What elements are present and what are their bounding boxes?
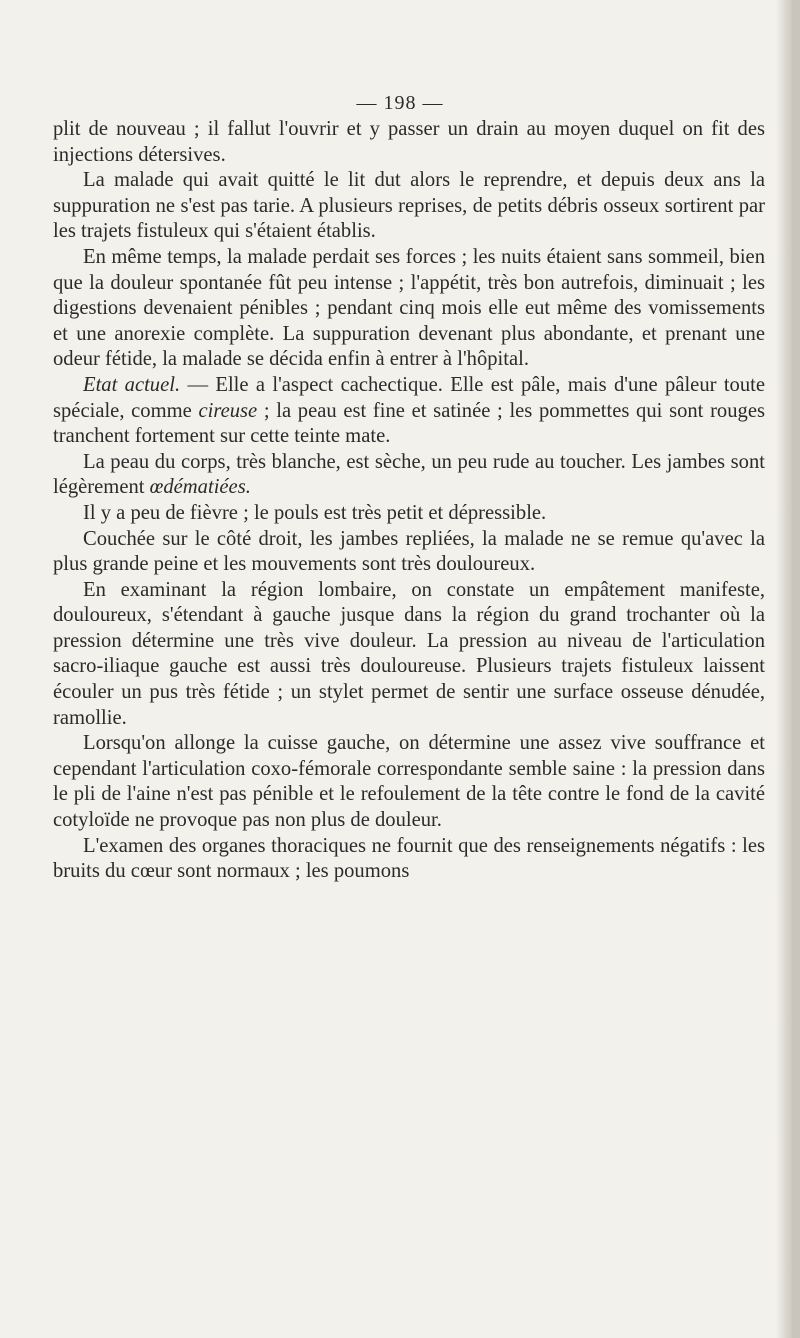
- paragraph-7: Couchée sur le côté droit, les jambes repliées, la malade ne se remue qu'avec la plus grande peine et les mouvements sont très douloureux.: [53, 527, 765, 576]
- page-binding-edge: [792, 0, 800, 1338]
- paragraph-3: En même temps, la malade perdait ses forces ; les nuits étaient sans sommeil, bien que la douleur spontanée fût peu intense ; l'appétit, très bon autrefois, diminuait ; les digestions devenaient pénibles ; pendant cinq mois elle eut même des vomissements et une anorexie complète. La suppuration devenant plus abondante, et prenant une odeur fétide, la malade se décida enfin à entrer à l'hôpital.: [53, 245, 765, 371]
- paragraph-etat-actuel: [53, 373, 765, 450]
- body-text: [53, 117, 765, 885]
- paragraph-6: Il y a peu de fièvre ; le pouls est très petit et dépressible.: [83, 501, 547, 524]
- paragraph-8: En examinant la région lombaire, on constate un empâtement manifeste, douloureux, s'étendant à gauche jusque dans la région du grand trochanter où la pression détermine une très vive douleur. La pression au niveau de l'articulation sacro-iliaque gauche est aussi très douloureuse. Plusieurs trajets fistuleux laissent écouler un pus très fétide ; un stylet permet de sentir une surface osseuse dénudée, ramollie.: [53, 578, 765, 729]
- page-number: — 198 —: [356, 92, 444, 114]
- paragraph-10: L'examen des organes thoraciques ne fournit que des renseignements négatifs : les bruits du cœur sont normaux ; les poumons: [53, 834, 765, 883]
- paragraph-2: La malade qui avait quitté le lit dut alors le reprendre, et depuis deux ans la suppuration ne s'est pas tarie. A plusieurs reprises, de petits débris osseux sortirent par les trajets fistuleux qui s'étaient établis.: [53, 169, 765, 243]
- paragraph-1: plit de nouveau ; il fallut l'ouvrir et y passer un drain au moyen duquel on fit des injections détersives.: [53, 118, 765, 166]
- paragraph-5-emphasis: œdématiées.: [149, 476, 251, 499]
- paragraph-9: Lorsqu'on allonge la cuisse gauche, on détermine une assez vive souffrance et cependant l'articulation coxo-fémorale correspondante semble saine : la pression dans le pli de l'aine n'est pas pénible et le refoulement de la tête contre le fond de la cavité cotyloïde ne provoque pas non plus de douleur.: [53, 732, 765, 832]
- section-heading-etat-actuel: Etat actuel.: [83, 373, 181, 396]
- paragraph-4-text-b: ; la peau est fine et satinée ; les pommettes qui sont rouges tranchent fortement sur cette teinte mate.: [53, 399, 765, 448]
- paragraph-4-text-a: — Elle a l'aspect cachectique. Elle est pâle, mais d'une pâleur toute spéciale, comme: [53, 373, 765, 422]
- paragraph-5-text-a: La peau du corps, très blanche, est sèche, un peu rude au toucher. Les jambes sont légèrement: [53, 450, 765, 499]
- paragraph-5: [53, 450, 765, 501]
- paragraph-4-emphasis: cireuse: [198, 399, 258, 422]
